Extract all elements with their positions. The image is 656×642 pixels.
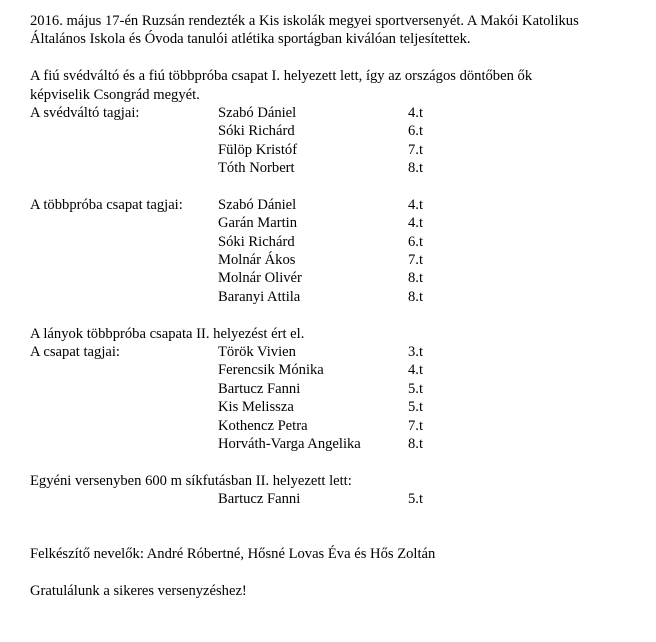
document-body (30, 12, 640, 601)
member-name: Molnár Ákos (218, 252, 296, 269)
roster-row (30, 141, 640, 159)
relay-label: A svédváltó tagjai: (30, 104, 140, 121)
roster-row (30, 233, 640, 251)
member-grade: 5.t (408, 491, 423, 508)
member-grade: 5.t (408, 399, 423, 416)
boys-result-line-1: A fiú svédváltó és a fiú többpróba csapat I. helyezett lett, így az országos döntőben ők (30, 68, 533, 85)
roster-row (30, 361, 640, 379)
member-name: Sóki Richárd (218, 233, 295, 250)
member-name: Kothencz Petra (218, 417, 308, 434)
member-grade: 8.t (408, 270, 423, 287)
member-name: Török Vivien (218, 344, 296, 361)
roster-row (30, 104, 640, 122)
member-grade: 4.t (408, 104, 423, 121)
roster-row (30, 214, 640, 232)
member-grade: 7.t (408, 252, 423, 269)
member-name: Sóki Richárd (218, 123, 295, 140)
member-grade: 8.t (408, 435, 423, 452)
spacer (30, 49, 640, 67)
intro-line-1: 2016. május 17-én Ruzsán rendezték a Kis iskolák megyei sportversenyét. A Makói Katolikus (30, 13, 579, 29)
member-grade: 6.t (408, 123, 423, 140)
roster-row (30, 251, 640, 269)
girls-label: A csapat tagjai: (30, 344, 120, 361)
roster-row (30, 288, 640, 306)
member-grade: 7.t (408, 141, 423, 158)
closing-line: Gratulálunk a sikeres versenyzéshez! (30, 583, 247, 600)
spacer (30, 178, 640, 196)
roster-row (30, 269, 640, 287)
member-name: Ferencsik Mónika (218, 362, 324, 379)
member-grade: 6.t (408, 233, 423, 250)
member-name: Molnár Olivér (218, 270, 302, 287)
roster-row (30, 435, 640, 453)
member-name: Garán Martin (218, 215, 298, 232)
member-name: Bartucz Fanni (218, 491, 301, 508)
member-grade: 4.t (408, 362, 423, 379)
roster-row (30, 380, 640, 398)
member-grade: 3.t (408, 344, 423, 361)
member-name: Kis Melissza (218, 399, 294, 416)
girls-result: A lányok többpróba csapata II. helyezést ért el. (30, 325, 305, 342)
individual-result: Egyéni versenyben 600 m síkfutásban II. helyezett lett: (30, 472, 352, 489)
member-name: Szabó Dániel (218, 104, 297, 121)
roster-row (30, 122, 640, 140)
spacer (30, 453, 640, 471)
roster-row (30, 196, 640, 214)
boys-multi-label: A többpróba csapat tagjai: (30, 196, 183, 213)
member-grade: 5.t (408, 380, 423, 397)
roster-row (30, 490, 640, 508)
roster-row (30, 417, 640, 435)
member-grade: 4.t (408, 196, 423, 213)
spacer (30, 509, 640, 546)
member-grade: 8.t (408, 288, 423, 305)
spacer (30, 564, 640, 582)
member-name: Baranyi Attila (218, 288, 301, 305)
member-name: Tóth Norbert (218, 160, 295, 177)
member-name: Horváth-Varga Angelika (218, 435, 361, 452)
intro-line-2: Általános Iskola és Óvoda tanulói atlétika sportágban kiválóan teljesítettek. (30, 31, 471, 48)
roster-row (30, 159, 640, 177)
member-name: Bartucz Fanni (218, 380, 301, 397)
roster-row (30, 343, 640, 361)
roster-row (30, 398, 640, 416)
teachers-line: Felkészítő nevelők: André Róbertné, Hősné Lovas Éva és Hős Zoltán (30, 546, 436, 563)
member-name: Szabó Dániel (218, 196, 297, 213)
spacer (30, 306, 640, 324)
member-grade: 7.t (408, 417, 423, 434)
member-grade: 8.t (408, 160, 423, 177)
member-name: Fülöp Kristóf (218, 141, 298, 158)
member-grade: 4.t (408, 215, 423, 232)
boys-result-line-2: képviselik Csongrád megyét. (30, 86, 200, 103)
